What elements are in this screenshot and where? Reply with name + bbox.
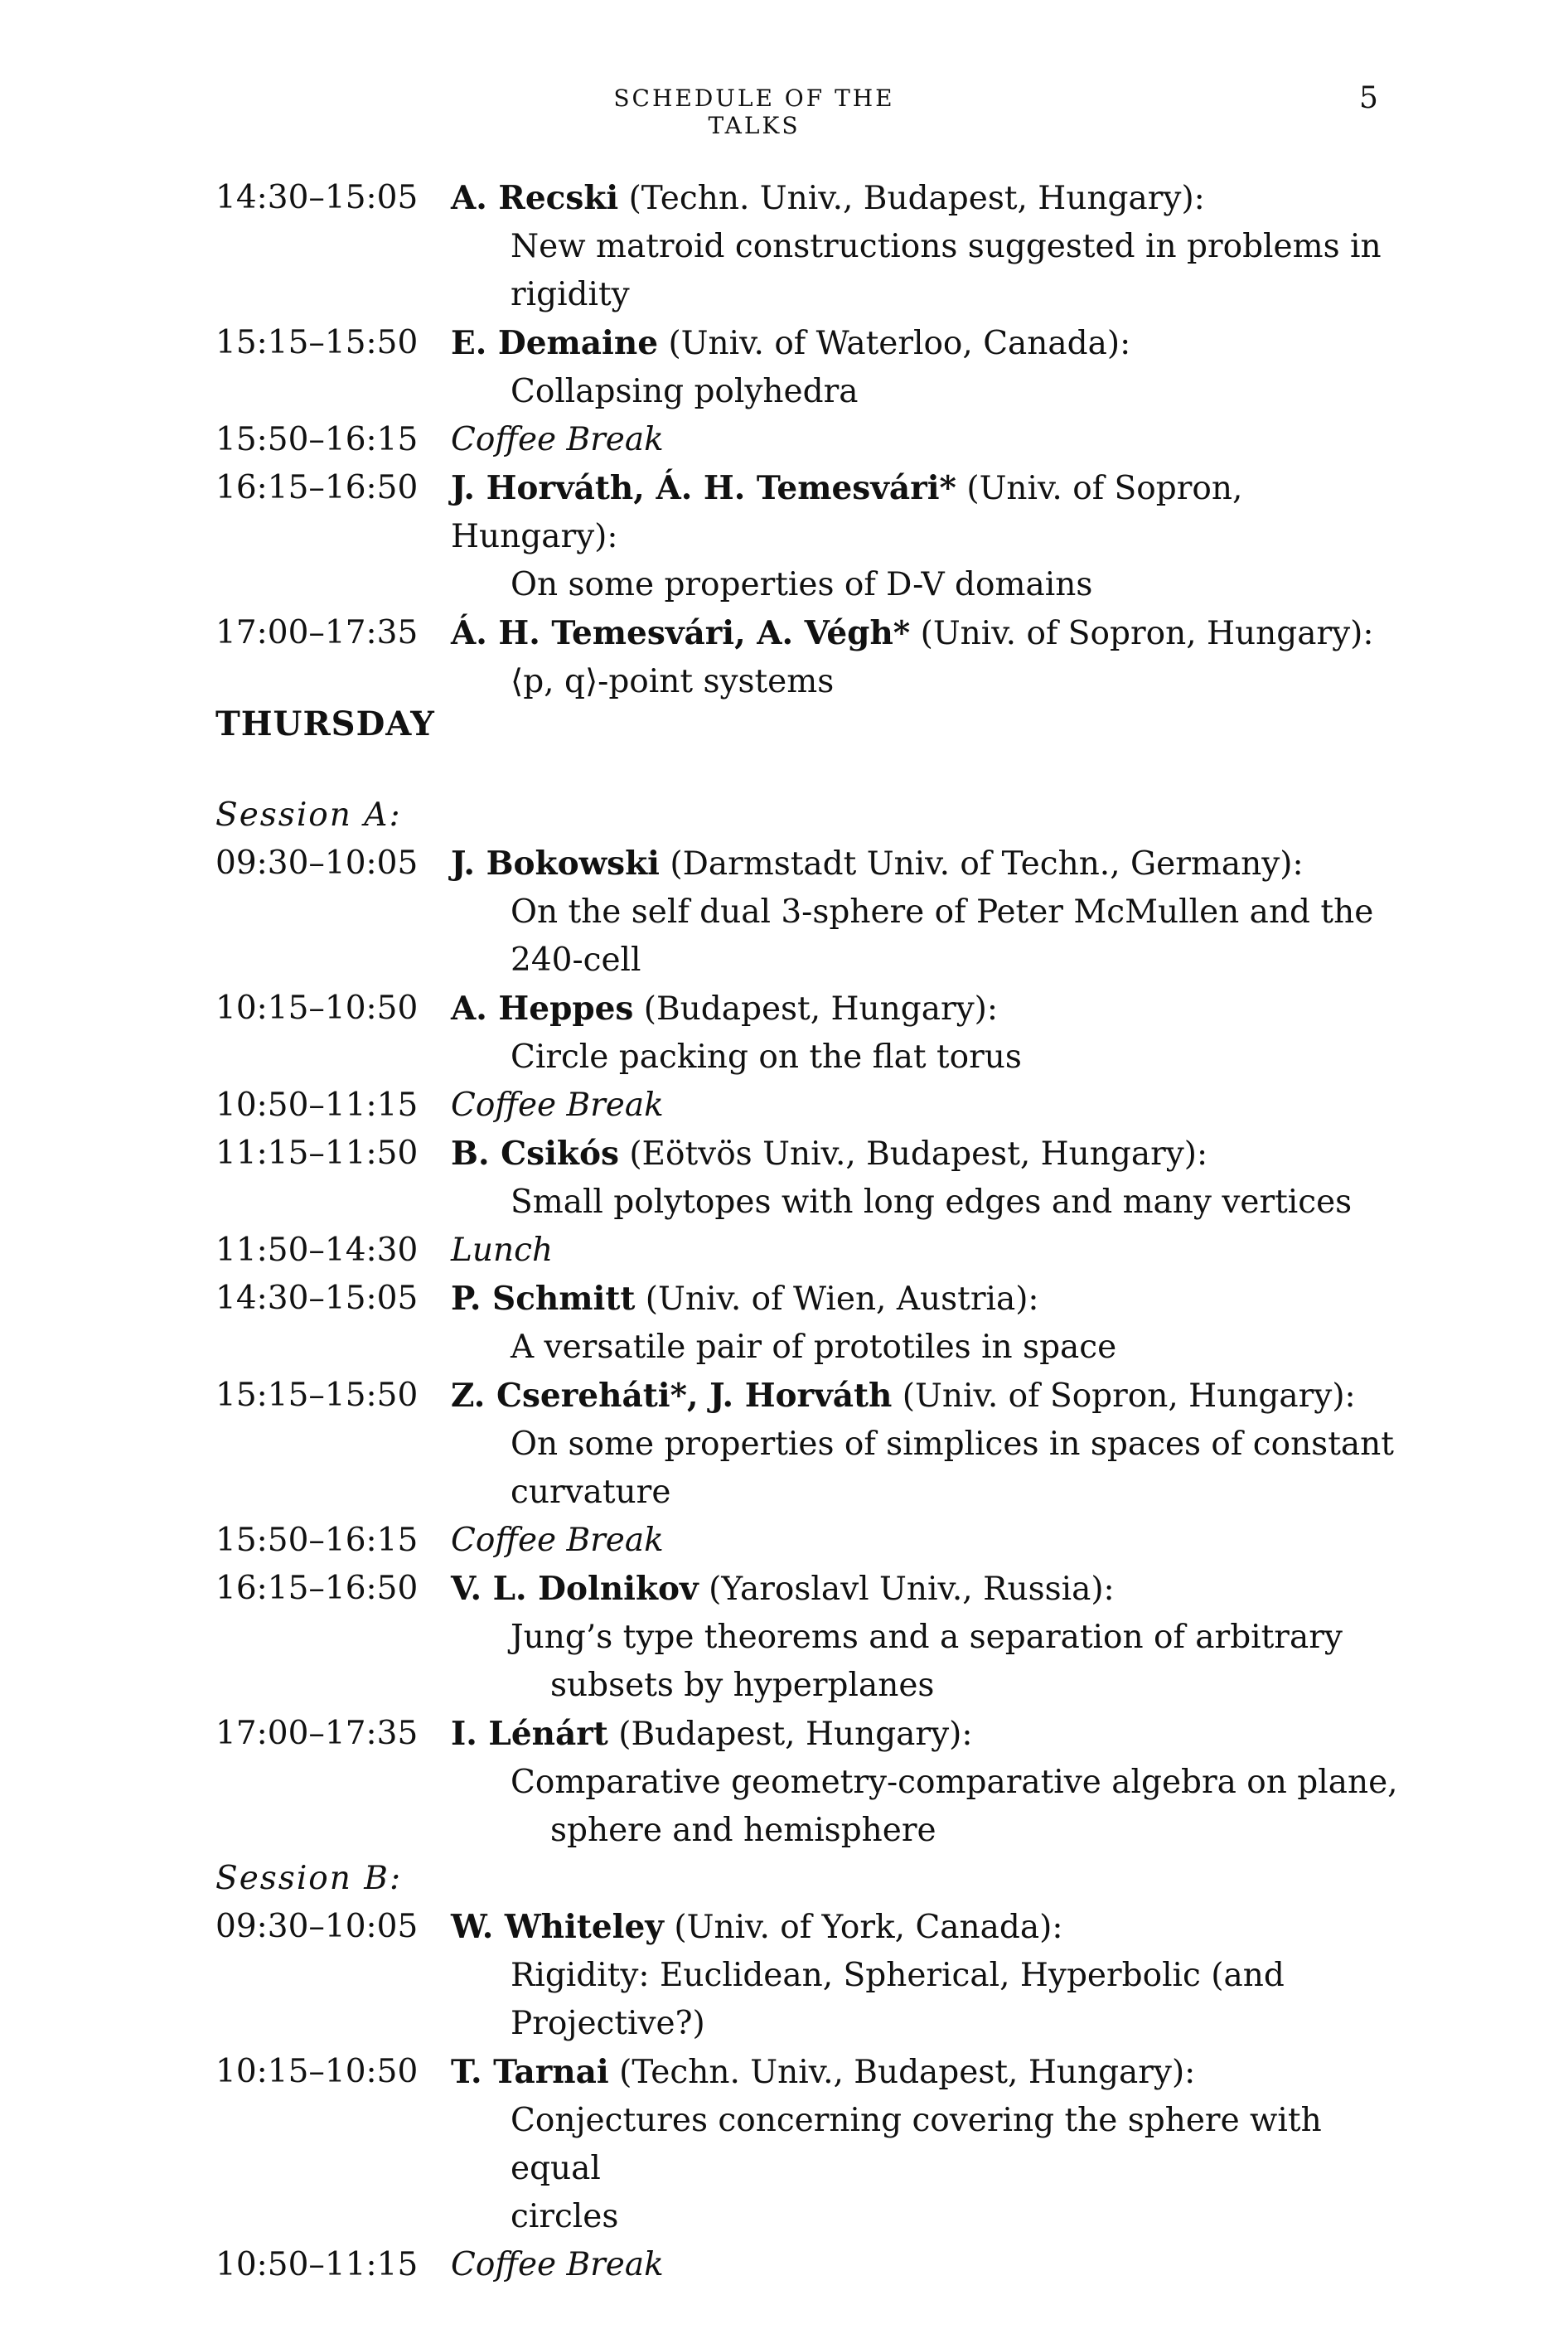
talk-title-continued: subsets by hyperplanes <box>550 1667 935 1704</box>
session-label-row <box>215 1855 1409 1903</box>
talk-title: Conjectures concerning covering the sphere with equal <box>511 2102 1322 2187</box>
schedule-row <box>215 1903 1409 2048</box>
affiliation: (Darmstadt Univ. of Techn., Germany): <box>659 845 1304 883</box>
running-title: SCHEDULE OF THE TALKS <box>613 85 895 139</box>
schedule-row <box>215 2241 1409 2289</box>
schedule-row <box>215 1565 1409 1710</box>
talk-title: Comparative geometry-comparative algebra on plane, <box>511 1764 1398 1801</box>
talk-entry <box>451 1130 1409 1227</box>
time-slot: 15:15–15:50 <box>215 1377 419 1414</box>
talk-title: Rigidity: Euclidean, Spherical, Hyperbolic (and <box>511 1957 1285 1994</box>
time-slot: 09:30–10:05 <box>215 1908 419 1945</box>
talk-entry <box>451 464 1409 609</box>
schedule-row <box>215 1710 1409 1855</box>
schedule-row <box>215 1372 1409 1517</box>
session-label: Session B: <box>215 1860 403 1897</box>
speaker-name: A. Recski <box>451 179 619 217</box>
time-slot: 09:30–10:05 <box>215 845 419 882</box>
talk-entry <box>451 1372 1409 1517</box>
affiliation: (Univ. of Sopron, Hungary): <box>451 470 1243 555</box>
affiliation: (Techn. Univ., Budapest, Hungary): <box>618 180 1205 217</box>
affiliation: (Budapest, Hungary): <box>633 990 999 1028</box>
speaker-name: B. Csikós <box>451 1135 619 1173</box>
speaker-name: T. Tarnai <box>451 2053 609 2091</box>
affiliation: (Eötvös Univ., Budapest, Hungary): <box>618 1135 1208 1173</box>
schedule-row <box>215 1517 1409 1565</box>
speaker-name: J. Bokowski <box>451 845 660 883</box>
time-slot: 15:50–16:15 <box>215 1522 419 1559</box>
talk-entry <box>451 985 1409 1082</box>
talk-entry <box>451 840 1409 985</box>
talk-title: A versatile pair of prototiles in space <box>511 1329 1117 1366</box>
speaker-name: Á. H. Temesvári, A. Végh* <box>451 614 911 652</box>
page-number: 5 <box>1359 81 1378 115</box>
schedule-row <box>215 416 1409 464</box>
break-label: Coffee Break <box>451 1522 664 1559</box>
time-slot: 10:50–11:15 <box>215 2246 419 2283</box>
speaker-name: W. Whiteley <box>451 1908 664 1946</box>
time-slot: 11:15–11:50 <box>215 1135 419 1172</box>
talk-title: New matroid constructions suggested in problems in <box>511 228 1382 265</box>
talk-title: On some properties of D-V domains <box>511 566 1093 603</box>
schedule-row <box>215 1227 1409 1275</box>
talk-title: Jung’s type theorems and a separation of arbitrary <box>511 1619 1343 1656</box>
talk-entry <box>451 319 1409 416</box>
affiliation: (Techn. Univ., Budapest, Hungary): <box>608 2054 1196 2091</box>
affiliation: (Univ. of Sopron, Hungary): <box>892 1377 1356 1415</box>
talk-entry <box>451 1710 1409 1855</box>
time-slot: 16:15–16:50 <box>215 1570 419 1607</box>
schedule-row <box>215 174 1409 319</box>
session-a-block <box>215 792 1409 2289</box>
talk-title: ⟨p, q⟩-point systems <box>511 663 835 700</box>
speaker-name: I. Lénárt <box>451 1715 608 1753</box>
schedule-row <box>215 840 1409 985</box>
affiliation: (Univ. of Sopron, Hungary): <box>910 615 1374 652</box>
time-slot: 14:30–15:05 <box>215 179 419 216</box>
time-slot: 10:15–10:50 <box>215 990 419 1027</box>
time-slot: 16:15–16:50 <box>215 469 419 506</box>
session-label: Session A: <box>215 796 402 834</box>
time-slot: 10:15–10:50 <box>215 2053 419 2090</box>
speaker-name: Z. Csereháti*, J. Horváth <box>451 1377 893 1415</box>
affiliation: (Yaroslavl Univ., Russia): <box>698 1571 1115 1608</box>
talk-title: Circle packing on the flat torus <box>511 1038 1022 1076</box>
talk-title: On some properties of simplices in spaces of constant <box>511 1426 1394 1463</box>
talk-title-continued: Projective?) <box>511 2005 705 2042</box>
break-label: Coffee Break <box>451 2246 664 2283</box>
talk-title: Small polytopes with long edges and many vertices <box>511 1184 1353 1221</box>
time-slot: 10:50–11:15 <box>215 1087 419 1124</box>
talk-title-continued: sphere and hemisphere <box>550 1812 936 1849</box>
talk-title-continued-wrap <box>451 1807 1409 1855</box>
time-slot: 14:30–15:05 <box>215 1280 419 1317</box>
speaker-name: V. L. Dolnikov <box>451 1570 699 1608</box>
schedule-row <box>215 319 1409 416</box>
talk-title-continued: curvature <box>511 1474 671 1511</box>
speaker-name: E. Demaine <box>451 324 659 362</box>
schedule-row <box>215 1082 1409 1130</box>
talk-entry <box>451 1903 1409 2048</box>
schedule-block-continued <box>215 174 1409 706</box>
talk-title-continued: 240-cell <box>511 942 641 979</box>
speaker-name: J. Horváth, Á. H. Temesvári* <box>451 469 956 507</box>
talk-entry <box>451 2048 1409 2241</box>
time-slot: 15:15–15:50 <box>215 324 419 361</box>
talk-title-continued-wrap <box>451 1662 1409 1710</box>
talk-entry <box>451 1565 1409 1710</box>
talk-title: Collapsing polyhedra <box>511 373 859 410</box>
schedule-row <box>215 985 1409 1082</box>
affiliation: (Univ. of Waterloo, Canada): <box>658 325 1131 362</box>
time-slot: 17:00–17:35 <box>215 614 419 651</box>
talk-title-continued: circles <box>511 2198 619 2235</box>
speaker-name: A. Heppes <box>451 990 634 1028</box>
time-slot: 17:00–17:35 <box>215 1715 419 1752</box>
talk-entry <box>451 1275 1409 1372</box>
talk-title: On the self dual 3-sphere of Peter McMullen and the <box>511 893 1374 931</box>
schedule-row <box>215 1275 1409 1372</box>
schedule-row <box>215 609 1409 706</box>
affiliation: (Budapest, Hungary): <box>607 1716 973 1753</box>
talk-title-continued: rigidity <box>511 276 630 313</box>
time-slot: 15:50–16:15 <box>215 421 419 458</box>
break-label: Coffee Break <box>451 421 664 458</box>
speaker-name: P. Schmitt <box>451 1280 636 1318</box>
break-label: Lunch <box>451 1232 554 1269</box>
schedule-row <box>215 2048 1409 2241</box>
talk-entry <box>451 609 1409 706</box>
schedule-row <box>215 1130 1409 1227</box>
affiliation: (Univ. of York, Canada): <box>663 1909 1063 1946</box>
day-heading: THURSDAY <box>215 704 435 743</box>
session-label-row <box>215 792 1409 840</box>
affiliation: (Univ. of Wien, Austria): <box>635 1281 1039 1318</box>
break-label: Coffee Break <box>451 1087 664 1124</box>
talk-entry <box>451 174 1409 319</box>
time-slot: 11:50–14:30 <box>215 1232 419 1269</box>
schedule-row <box>215 464 1409 609</box>
